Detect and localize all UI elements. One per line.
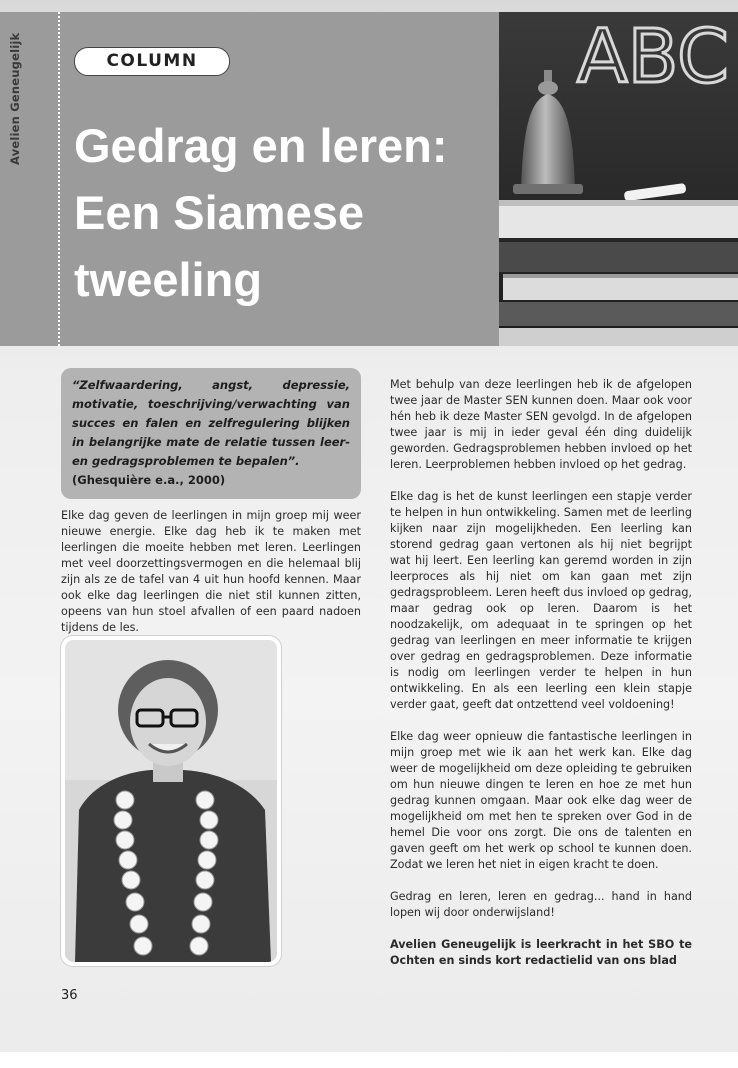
right-paragraph-4: Gedrag en leren, leren en gedrag... hand in hand lopen wij door onderwijsland! [390, 890, 692, 919]
pull-quote-box [61, 368, 361, 499]
bottom-margin [0, 1052, 738, 1068]
right-paragraph-2: Elke dag is het de kunst leerlingen een stapje verder te helpen in hun ontwikkeling. Samen met de leerling kijken naar zijn mogelijkheden. Een leerling kan storend gedrag gaan vertonen als hij niet begrijpt wat hij leert. Een leerling kan geremd worden in zijn leerproces als hij niet om kan gaan met zijn gedragsprobleem. Leren heeft dus invloed op gedrag, maar gedrag ook op leren. Daarom is het noodzakelijk, om adequaat in te springen op het gedrag van leerlingen en meer informatie te krijgen over gedrag en gedragsproblemen. Deze informatie is nodig om leerlingen verder te helpen in hun ontwikkeling. En als een leerling een klein stapje verder gaat, geeft dat ontzettend veel voldoening! [390, 490, 692, 711]
title-line-3: tweeling [74, 253, 263, 306]
column-label: COLUMN [74, 47, 230, 76]
page-title [74, 112, 494, 313]
dotted-divider [58, 12, 60, 346]
vertical-author-name: Avelien Geneugelijk [8, 32, 22, 165]
left-paragraph: Elke dag geven de leerlingen in mijn groep mij weer nieuwe energie. Elke dag heb ik te maken met leerlingen die moeite hebben met leren. Leerlingen met veel doorzettingsvermogen en die helemaal blij zijn als ze de tafel van 4 uit hun hoofd kennen. Maar ook elke dag leerlingen die niet stil kunnen zitten, opeens van hun stoel afvallen of een paard nadoen tijdens de les. [61, 509, 361, 634]
chalkboard-abc: ABC [577, 14, 729, 100]
pull-quote-source: (Ghesquière e.a., 2000) [72, 473, 226, 487]
hero-photo-bell-books [499, 12, 738, 346]
author-note: Avelien Geneugelijk is leerkracht in het SBO te Ochten en sinds kort redactielid van ons blad [390, 938, 692, 967]
title-line-1: Gedrag en leren: [74, 119, 448, 172]
title-line-2: Een Siamese [74, 186, 365, 239]
right-paragraph-3: Elke dag weer opnieuw die fantastische leerlingen in mijn groep met wie ik aan het werk kan. Elke dag weer de mogelijkheid om deze opleiding te gebruiken om hun nieuwe dingen te leren en hoe ze met hun gedrag kunnen omgaan. Maar ook elke dag weer de mogelijkheid om met hen te spreken over God in de hemel Die voor ons zorgt. Die ons de talenten en gaven geeft om het werk op school te kunnen doen. Zodat we leren het niet in eigen kracht te doen. [390, 730, 692, 871]
pull-quote-text: “Zelfwaardering, angst, depressie, motivatie, toeschrijving/verwachting van succes en falen en zelfregulering blijken in belangrijke mate de relatie tussen leer- en gedragsproblemen te bepalen”. [72, 378, 350, 468]
right-paragraph-1: Met behulp van deze leerlingen heb ik de afgelopen twee jaar de Master SEN kunnen doen. Maar ook voor hén heb ik deze Master SEN gevolgd. In de afgelopen twee jaar is mij in ieder geval één ding duidelijk geworden. Gedragsproblemen hebben invloed op het leren. Leerproblemen hebben invloed op het gedrag. [390, 378, 692, 471]
author-portrait [61, 636, 281, 966]
right-column [390, 377, 692, 985]
page-number: 36 [61, 988, 78, 1003]
left-column [61, 508, 361, 636]
